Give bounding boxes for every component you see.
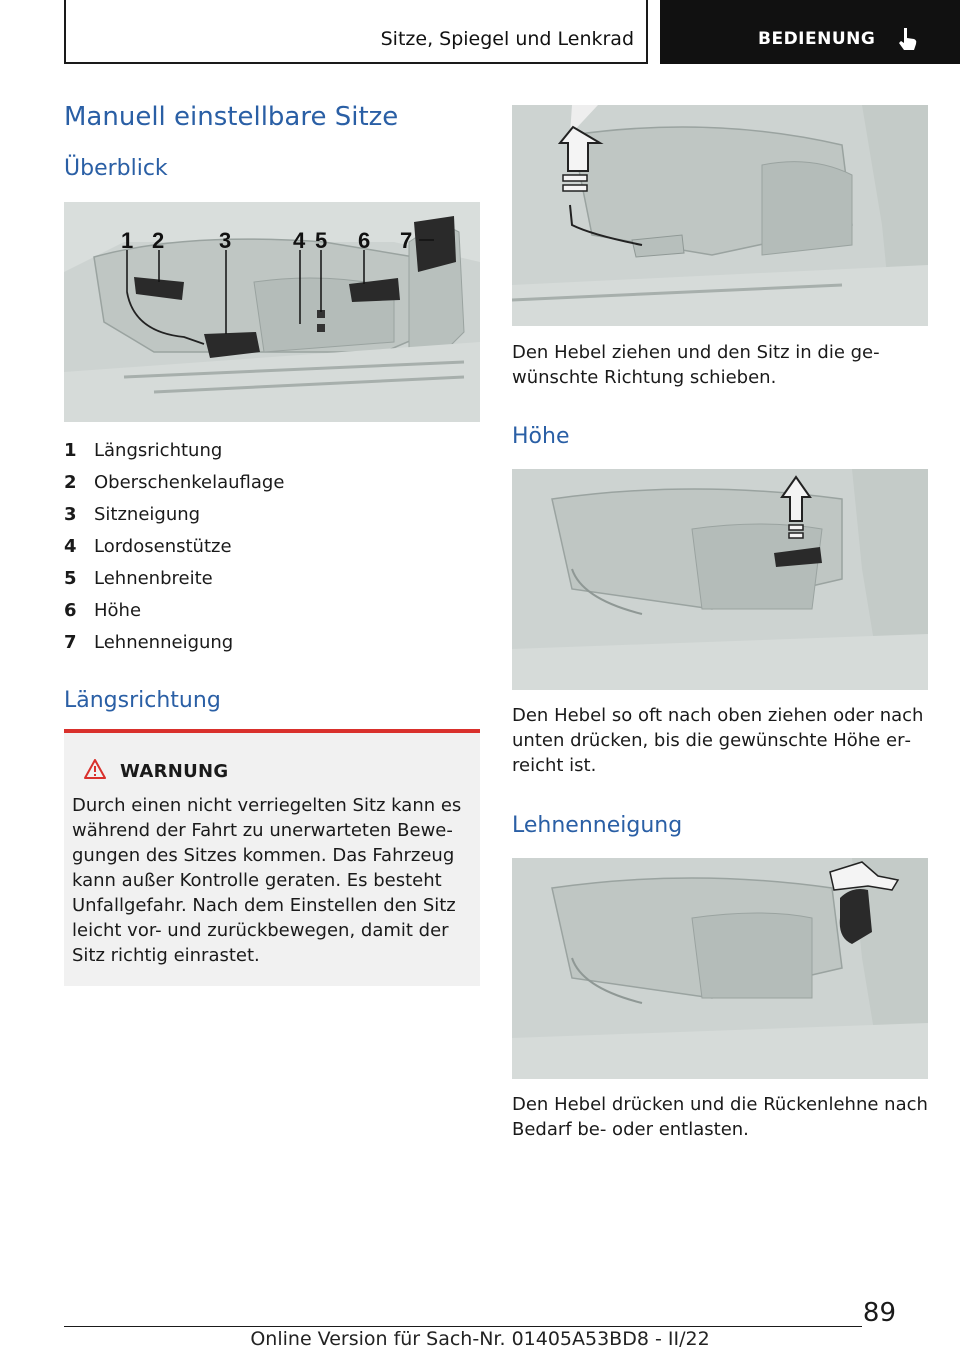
long-adjust-text: Den Hebel ziehen und den Sitz in die gewünschte Richtung schieben. <box>512 342 880 388</box>
page-title: Manuell einstellbare Sitze <box>64 102 399 132</box>
seat-height-image <box>512 469 928 690</box>
pointing-hand-icon <box>896 26 918 56</box>
callout-7: 7 <box>400 228 413 253</box>
recline-text: Den Hebel drücken und die Rückenlehne nach Bedarf be- oder entlasten. <box>512 1094 928 1140</box>
warning-text: Durch einen nicht verriegelten Sitz kann es während der Fahrt zu unerwarteten Bewegungen des Sitzes kommen. Das Fahrzeug kann außer Kontrolle geraten. Es besteht Unfallgefahr. Nach dem Einstellen den Sitz leicht vor- und zurückbewegen, damit der Sitz richtig einrastet. <box>72 795 462 966</box>
warning-triangle-icon <box>84 759 106 783</box>
legend-item <box>64 434 480 466</box>
callout-4: 4 <box>293 228 306 253</box>
height-heading: Höhe <box>512 424 570 449</box>
legend-item <box>64 626 480 658</box>
legend-label: Lehnenneigung <box>94 631 234 653</box>
legend-list <box>64 434 480 658</box>
warning-box <box>64 729 480 986</box>
legend-label: Längsrichtung <box>94 439 223 461</box>
recline-heading: Lehnenneigung <box>512 813 683 838</box>
legend-label: Höhe <box>94 599 142 621</box>
chapter-title: Sitze, Spiegel und Lenkrad <box>380 28 634 50</box>
section-title: BEDIENUNG <box>758 29 876 49</box>
legend-label: Oberschenkelauflage <box>94 471 285 493</box>
legend-item <box>64 594 480 626</box>
callout-3: 3 <box>219 228 232 253</box>
warning-title: WARNUNG <box>120 760 229 782</box>
legend-number: 7 <box>64 631 77 653</box>
legend-item <box>64 530 480 562</box>
page-number: 89 <box>862 1298 896 1328</box>
legend-number: 3 <box>64 503 77 525</box>
seat-overview-image <box>64 202 480 422</box>
overview-heading: Überblick <box>64 156 168 181</box>
legend-label: Lehnenbreite <box>94 567 213 589</box>
legend-number: 6 <box>64 599 77 621</box>
legend-number: 2 <box>64 471 77 493</box>
callout-6: 6 <box>358 228 371 253</box>
footer-online-version: Online Version für Sach-Nr. 01405A53BD8 - II/22 <box>250 1328 710 1350</box>
legend-number: 1 <box>64 439 77 461</box>
header-chapter-box <box>64 0 648 64</box>
callout-1: 1 <box>121 228 134 253</box>
legend-label: Lordosenstütze <box>94 535 232 557</box>
legend-number: 5 <box>64 567 77 589</box>
footer-divider <box>64 1326 862 1327</box>
legend-item <box>64 562 480 594</box>
callout-2: 2 <box>152 228 165 253</box>
legend-item <box>64 498 480 530</box>
seat-recline-image <box>512 858 928 1079</box>
seat-longitudinal-image <box>512 105 928 326</box>
height-text: Den Hebel so oft nach oben ziehen oder nach unten drücken, bis die gewünschte Höhe erreicht ist. <box>512 705 924 776</box>
header-section-box <box>660 0 960 64</box>
legend-number: 4 <box>64 535 77 557</box>
callout-5: 5 <box>315 228 328 253</box>
legend-label: Sitzneigung <box>94 503 201 525</box>
long-adjust-heading: Längsrichtung <box>64 688 221 713</box>
legend-item <box>64 466 480 498</box>
